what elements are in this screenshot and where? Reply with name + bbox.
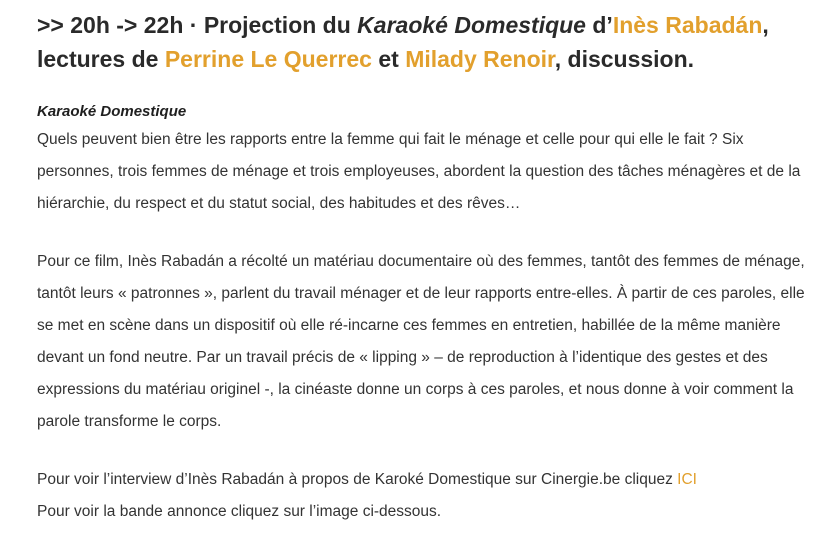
paragraph-description: Pour ce film, Inès Rabadán a récolté un matériau documentaire où des femmes, tantôt des femmes de ménage, tantôt leurs « patronnes », parlent du travail ménager et de leur rapports entre-elles. À partir de ces paroles, elle se met en scène dans un dispositif où elle ré-incarne ces femmes en entretien, habillée de la même manière devant un fond neutre. Par un travail précis de « lipping » – de reproduction à l’identique des gestes et des expressions du matériau originel -, la cinéaste donne un corps à ces paroles, et nous donne à voir comment la parole transforme le corps. (37, 253, 805, 430)
paragraph-trailer: Pour voir la bande annonce cliquez sur l’image ci-dessous. (37, 503, 442, 520)
interview-link[interactable]: ICI (677, 471, 697, 488)
heading-lectures: , lectures de (37, 12, 769, 72)
director-link[interactable]: Inès Rabadán (612, 12, 763, 38)
reader1-link[interactable]: Perrine Le Querrec (164, 46, 372, 72)
reader2-link[interactable]: Milady Renoir (405, 46, 555, 72)
heading-suffix: , discussion. (554, 46, 695, 72)
event-heading (37, 8, 823, 76)
paragraph-interview (37, 464, 823, 496)
heading-film-title: Karaoké Domestique (357, 12, 586, 38)
heading-d-prefix: d’ (585, 12, 613, 38)
article-content (37, 8, 823, 528)
heading-time-prefix: >> 20h -> 22h · Projection du (37, 12, 358, 38)
film-subtitle: Karaoké Domestique (37, 103, 187, 120)
heading-et: et (371, 46, 406, 72)
interview-text: Pour voir l’interview d’Inès Rabadán à propos de Karoké Domestique sur Cinergie.be cliquez (37, 471, 678, 488)
paragraph-intro: Quels peuvent bien être les rapports entre la femme qui fait le ménage et celle pour qui elle le fait ? Six personnes, trois femmes de ménage et trois employeuses, abordent la question des tâches ménagères et de la hiérarchie, du respect et du statut social, des habitudes et des rêves… (37, 131, 801, 212)
